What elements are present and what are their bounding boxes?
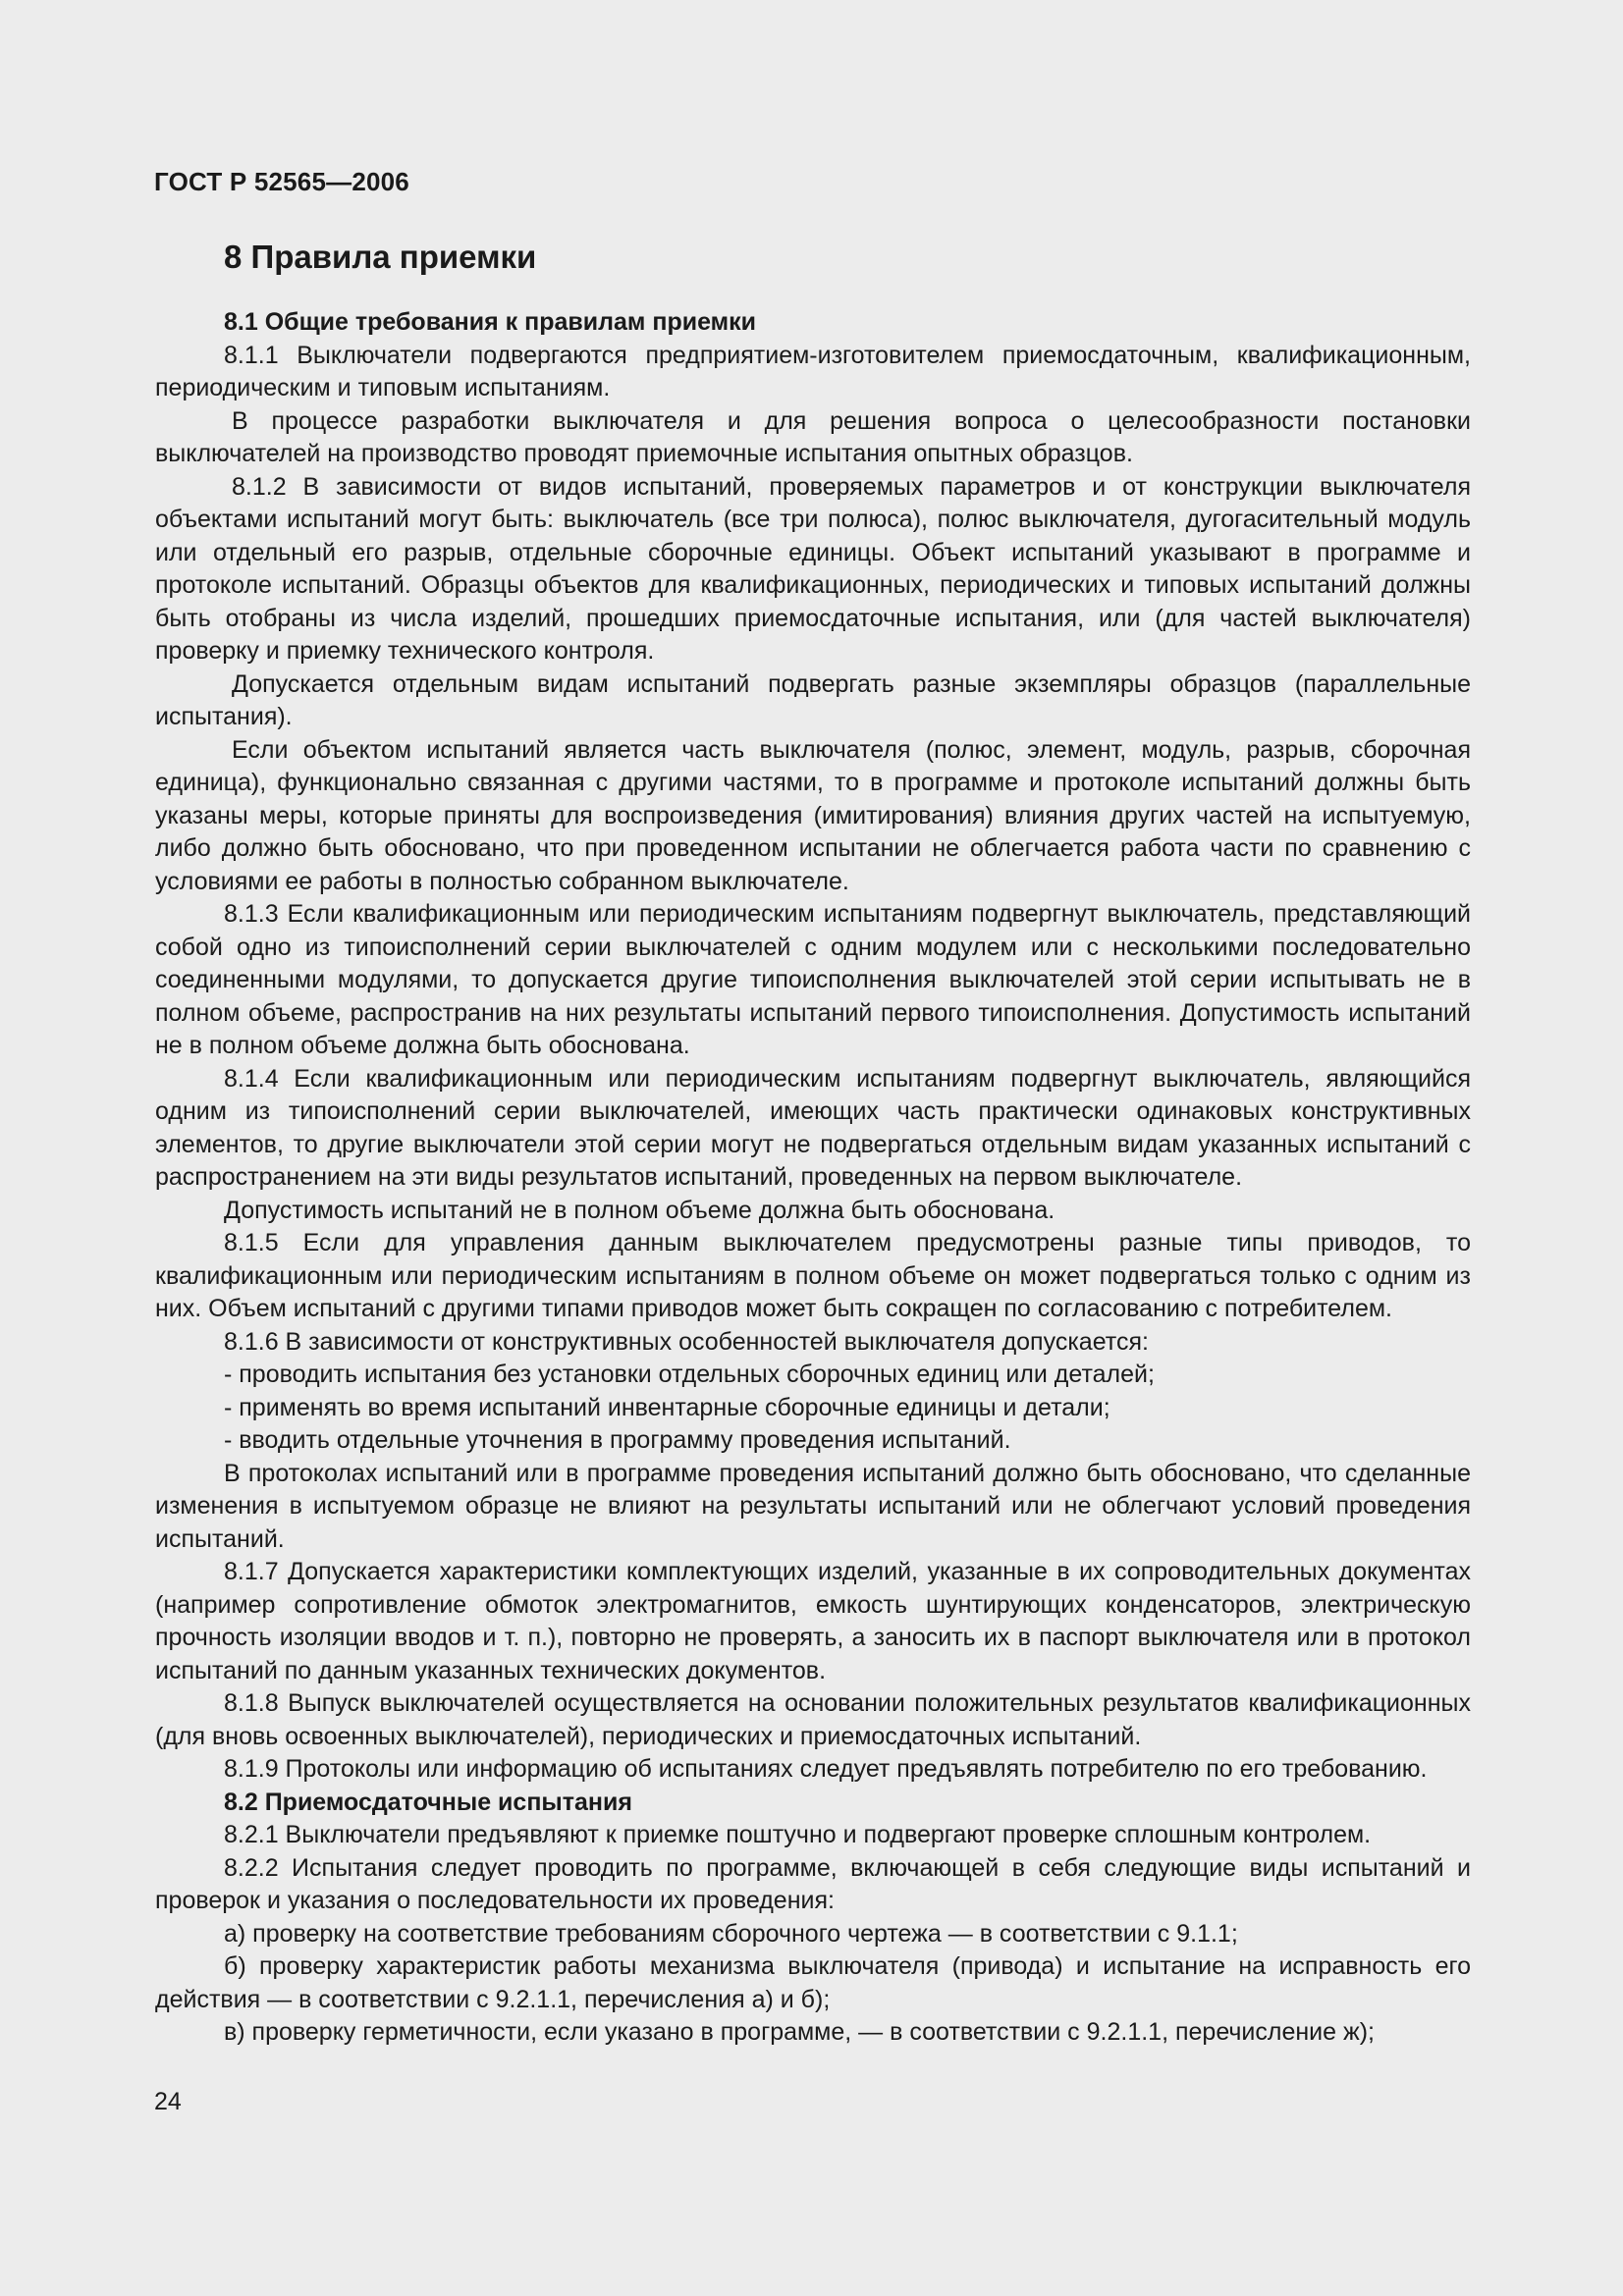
paragraph-8-1-6: 8.1.6 В зависимости от конструктивных особенностей выключателя допускается: bbox=[224, 1327, 1149, 1356]
paragraph-8-1-2-c: Если объектом испытаний является часть выключателя (полюс, элемент, модуль, разрыв, сборочная единица), функционально связанная с другими частями, то в программе и протоколе испытаний должны быть указаны меры, которые приняты для воспроизведения (имитирования) влияния других частей на испытуемую, либо должно быть обосновано, что при проведенном испытании не облегчается работа части по сравнению с условиями ее работы в полностью собранном выключателе. bbox=[155, 735, 1471, 895]
paragraph-8-1-5: 8.1.5 Если для управления данным выключателем предусмотрены разные типы приводов, то квалификационным или периодическим испытаниям в полном объеме он может подвергаться только с одним из них. Объем испытаний с другими типами приводов может быть сокращен по согласованию с потребителем. bbox=[155, 1229, 1471, 1322]
paragraph-8-1-1-b: В процессе разработки выключателя и для решения вопроса о целесообразности постановки выключателей на производство проводят приемочные испытания опытных образцов. bbox=[155, 406, 1471, 467]
paragraph-8-1-4-b: Допустимость испытаний не в полном объеме должна быть обоснована. bbox=[224, 1196, 1055, 1224]
paragraph-8-2-2: 8.2.2 Испытания следует проводить по программе, включающей в себя следующие виды испытаний и проверок и указания о последовательности их проведения: bbox=[155, 1853, 1471, 1914]
subsection-title-8-2: 8.2 Приемосдаточные испытания bbox=[224, 1788, 632, 1816]
subsection-title-8-1: 8.1 Общие требования к правилам приемки bbox=[224, 308, 757, 336]
document-header: ГОСТ Р 52565—2006 bbox=[154, 167, 409, 196]
section-title: 8 Правила приемки bbox=[224, 239, 537, 275]
list-item: в) проверку герметичности, если указано в программе, — в соответствии с 9.2.1.1, перечисление ж); bbox=[224, 2018, 1375, 2046]
list-item: а) проверку на соответствие требованиям сборочного чертежа — в соответствии с 9.1.1; bbox=[224, 1919, 1238, 1948]
list-item: - вводить отдельные уточнения в программу проведения испытаний. bbox=[224, 1426, 1011, 1454]
list-item: б) проверку характеристик работы механизма выключателя (привода) и испытание на исправность его действия — в соответствии с 9.2.1.1, перечисления а) и б); bbox=[155, 1952, 1471, 2013]
paragraph-8-1-2: 8.1.2 В зависимости от видов испытаний, проверяемых параметров и от конструкции выключателя объектами испытаний могут быть: выключатель (все три полюса), полюс выключателя, дугогасительный модуль или отдельный его разрыв, отдельные сборочные единицы. Объект испытаний указывают в программе и протоколе испытаний. Образцы объектов для квалификационных, периодических и типовых испытаний должны быть отобраны из числа изделий, прошедших приемосдаточные испытания, или (для частей выключателя) проверку и приемку технического контроля. bbox=[155, 472, 1471, 665]
paragraph-8-1-9: 8.1.9 Протоколы или информацию об испытаниях следует предъявлять потребителю по его требованию. bbox=[224, 1755, 1428, 1783]
paragraph-8-1-8: 8.1.8 Выпуск выключателей осуществляется на основании положительных результатов квалификационных (для вновь освоенных выключателей), периодических и приемосдаточных испытаний. bbox=[155, 1689, 1471, 1750]
paragraph-8-1-4: 8.1.4 Если квалификационным или периодическим испытаниям подвергнут выключатель, являющийся одним из типоисполнений серии выключателей, имеющих часть практически одинаковых конструктивных элементов, то другие выключатели этой серии могут не подвергаться отдельным видам указанных испытаний с распространением на эти виды результатов испытаний, проведенных на первом выключателе. bbox=[155, 1064, 1471, 1191]
list-item: - применять во время испытаний инвентарные сборочные единицы и детали; bbox=[224, 1393, 1110, 1421]
paragraph-8-1-2-b: Допускается отдельным видам испытаний подвергать разные экземпляры образцов (параллельные испытания). bbox=[155, 669, 1471, 730]
page-number: 24 bbox=[154, 2088, 182, 2115]
paragraph-8-1-6-b: В протоколах испытаний или в программе проведения испытаний должно быть обосновано, что сделанные изменения в испытуемом образце не влияют на результаты испытаний или не облегчают условий проведения испытаний. bbox=[155, 1459, 1471, 1553]
paragraph-8-1-1: 8.1.1 Выключатели подвергаются предприятием-изготовителем приемосдаточным, квалификационным, периодическим и типовым испытаниям. bbox=[155, 341, 1471, 401]
paragraph-8-1-3: 8.1.3 Если квалификационным или периодическим испытаниям подвергнут выключатель, представляющий собой одно из типоисполнений серии выключателей с одним модулем или с несколькими последовательно соединенными модулями, то допускается другие типоисполнения выключателей этой серии испытывать не в полном объеме, распространив на них результаты испытаний первого типоисполнения. Допустимость испытаний не в полном объеме должна быть обоснована. bbox=[155, 900, 1471, 1059]
document-body bbox=[155, 236, 1471, 2050]
paragraph-8-2-1: 8.2.1 Выключатели предъявляют к приемке поштучно и подвергают проверке сплошным контролем. bbox=[224, 1821, 1372, 1848]
paragraph-8-1-7: 8.1.7 Допускается характеристики комплектующих изделий, указанные в их сопроводительных документах (например сопротивление обмоток электромагнитов, емкость шунтирующих конденсаторов, электрическую прочность изоляции вводов и т. п.), повторно не проверять, а заносить их в паспорт выключателя или в протокол испытаний по данным указанных технических документов. bbox=[155, 1558, 1471, 1684]
list-item: - проводить испытания без установки отдельных сборочных единиц или деталей; bbox=[224, 1361, 1155, 1388]
